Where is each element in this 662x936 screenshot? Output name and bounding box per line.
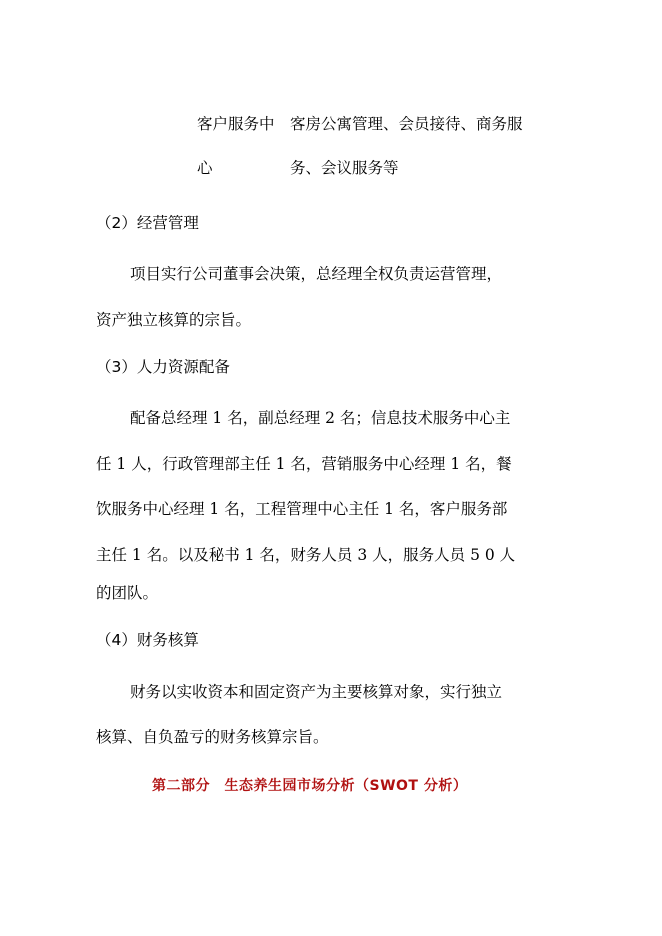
section-heading-management: （2）经营管理 (96, 214, 199, 232)
paragraph-line: 饮服务中心经理 1 名，工程管理中心主任 1 名，客户服务部 (96, 500, 508, 518)
paragraph-line: 主任 1 名。以及秘书 1 名，财务人员 3 人，服务人员 5 0 人 (96, 546, 516, 564)
part-title: 第二部分 生态养生园市场分析（SWOT 分析） (152, 778, 468, 794)
section-heading-finance: （4）财务核算 (96, 631, 199, 649)
paragraph-line: 核算、自负盈亏的财务核算宗旨。 (96, 728, 329, 746)
table-cell-duties-line1: 客房公寓管理、会员接待、商务服 (290, 115, 523, 133)
paragraph-line: 任 1 人，行政管理部主任 1 名，营销服务中心经理 1 名，餐 (96, 455, 512, 473)
paragraph-line: 财务以实收资本和固定资产为主要核算对象，实行独立 (130, 683, 503, 701)
table-cell-dept-line1: 客户服务中 (197, 115, 275, 133)
table-cell-dept-line2: 心 (197, 159, 213, 177)
paragraph-line: 项目实行公司董事会决策，总经理全权负责运营管理， (130, 265, 503, 283)
section-heading-hr: （3）人力资源配备 (96, 358, 230, 376)
paragraph-line: 配备总经理 1 名，副总经理 2 名；信息技术服务中心主 (130, 409, 511, 427)
paragraph-line: 资产独立核算的宗旨。 (96, 311, 252, 329)
paragraph-line: 的团队。 (96, 584, 159, 602)
table-cell-duties-line2: 务、会议服务等 (290, 159, 399, 177)
